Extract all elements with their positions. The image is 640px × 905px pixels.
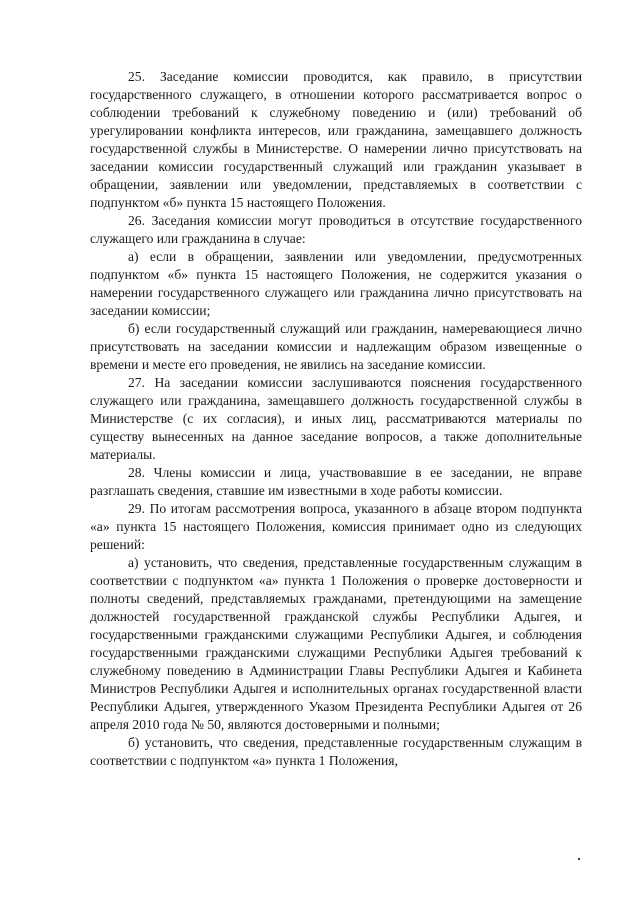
paragraph-26-b: б) если государственный служащий или гражданин, намеревающиеся лично присутствовать на заседании комиссии и надлежащим образом извещенные о времени и месте его проведения, не явились на заседание комиссии.	[90, 321, 582, 372]
paragraph-29-a: а) установить, что сведения, представленные государственным служащим в соответствии с подпунктом «а» пункта 1 Положения о проверке достоверности и полноты сведений, представляемых гражданами, претендующими на замещение должностей государственной гражданской службы Республики Адыгея, и государственными гражданскими служащими Республики Адыгея, и соблюдения государственными гражданскими служащими Республики Адыгея требований к служебному поведению в Администрации Главы Республики Адыгея и Кабинета Министров Республики Адыгея и исполнительных органах государственной власти Республики Адыгея, утвержденного Указом Президента Республики Адыгея от 26 апреля 2010 года № 50, являются достоверными и полными;	[90, 555, 582, 732]
paragraph-26-a: а) если в обращении, заявлении или уведомлении, предусмотренных подпунктом «б» пункта 15 настоящего Положения, не содержится указания о намерении государственного служащего или гражданина лично присутствовать на заседании комиссии;	[90, 249, 582, 318]
paragraph-29: 29. По итогам рассмотрения вопроса, указанного в абзаце втором подпункта «а» пункта 15 настоящего Положения, комиссия принимает одно из следующих решений:	[90, 501, 582, 552]
document-body	[90, 68, 582, 770]
paragraph-29-b: б) установить, что сведения, представленные государственным служащим в соответствии с подпунктом «а» пункта 1 Положения,	[90, 735, 582, 768]
paragraph-25: 25. Заседание комиссии проводится, как правило, в присутствии государственного служащего, в отношении которого рассматривается вопрос о соблюдении требований к служебному поведению и (или) требований об урегулировании конфликта интересов, или гражданина, замещавшего должность государственной службы в Министерстве. О намерении лично присутствовать на заседании комиссии государственный служащий или гражданин указывает в обращении, заявлении или уведомлении, представляемых в соответствии с подпунктом «б» пункта 15 настоящего Положения.	[90, 69, 582, 210]
paragraph-27: 27. На заседании комиссии заслушиваются пояснения государственного служащего или гражданина, замещавшего должность государственной службы в Министерстве (с их согласия), и иных лиц, рассматриваются материалы по существу вынесенных на данное заседание вопросов, а также дополнительные материалы.	[90, 375, 582, 462]
paragraph-26: 26. Заседания комиссии могут проводиться в отсутствие государственного служащего или гражданина в случае:	[90, 213, 582, 246]
scan-speck	[578, 858, 580, 860]
paragraph-28: 28. Члены комиссии и лица, участвовавшие в ее заседании, не вправе разглашать сведения, ставшие им известными в ходе работы комиссии.	[90, 465, 582, 498]
